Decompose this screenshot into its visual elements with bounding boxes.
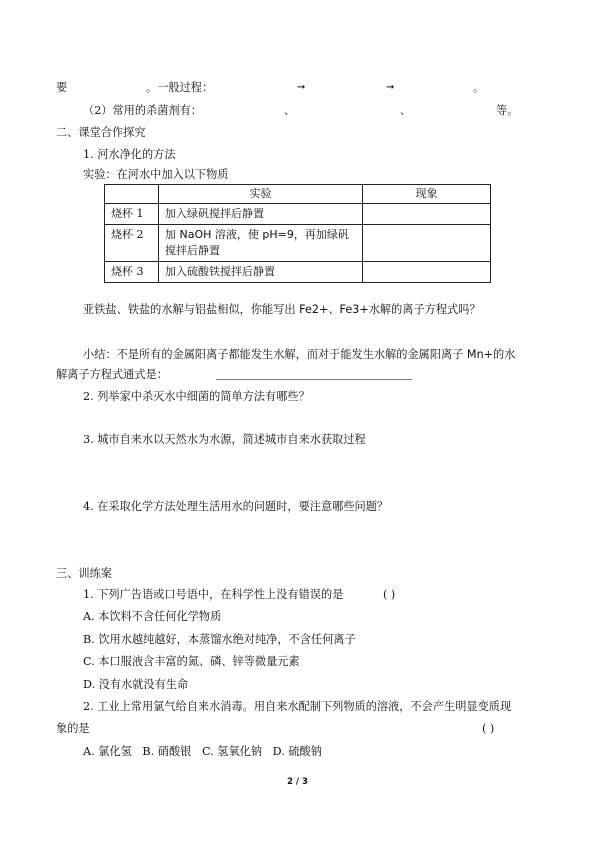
table-header-cell: 现象 [363, 185, 491, 204]
beaker-cell: 烧杯 1 [105, 204, 159, 225]
arrow-right-icon: ➞ [297, 82, 306, 93]
page-number: 2 / 3 [287, 777, 308, 787]
answer-blank-line [216, 379, 412, 380]
option-item: A. 本饮料不含任何化学物质 [83, 610, 222, 623]
separator-comma: 、 [284, 104, 296, 117]
answer-parenthesis: ( ) [482, 722, 495, 735]
experiment-cell: 加 NaOH 溶液，使 pH=9，再加绿矾搅拌后静置 [159, 225, 363, 262]
option-item: C. 本口服液含丰富的氮、磷、锌等微量元素 [83, 655, 300, 668]
option-item: A. 氯化氢 B. 硝酸银 C. 氢氧化钠 D. 硫酸钠 [83, 745, 322, 758]
question-item: 2. 工业上常用氯气给自来水消毒。用自来水配制下列物质的溶液，不会产生明显变质现 [83, 700, 512, 713]
question-item: 3. 城市自来水以天然水为水源，简述城市自来水获取过程 [83, 433, 366, 446]
beaker-cell: 烧杯 2 [105, 225, 159, 262]
experiment-table [104, 184, 491, 283]
option-item: D. 没有水就没有生命 [83, 678, 189, 691]
summary-text: 小结：不是所有的金属阳离子都能发生水解，而对于能发生水解的金属阳离子 Mn+的水 [83, 348, 516, 361]
question-item: 1. 河水净化的方法 [83, 148, 176, 161]
table-header-cell [105, 185, 159, 204]
question-item: 1. 下列广告语或口号语中，在科学性上没有错误的是 [83, 588, 344, 601]
general-process-label: 。一般过程： [146, 81, 214, 94]
line-end-period: 。 [473, 81, 485, 94]
section-heading: 三、训练案 [56, 567, 112, 580]
question-text: 亚铁盐、铁盐的水解与铝盐相似，你能写出 Fe2+、Fe3+水解的离子方程式吗？ [83, 303, 481, 316]
table-row [105, 204, 491, 225]
question-item: 2. 列举家中杀灭水中细菌的简单方法有哪些？ [83, 390, 310, 403]
question-item: 象的是 [56, 722, 90, 735]
summary-text: 解离子方程式通式是： [56, 368, 168, 381]
answer-parenthesis: ( ) [383, 588, 396, 601]
table-row [105, 225, 491, 262]
line-end-etc: 等。 [496, 104, 519, 117]
experiment-intro: 实验：在河水中加入以下物质 [83, 168, 229, 181]
phenomenon-cell [363, 262, 491, 283]
bactericide-label: （2）常用的杀菌剂有： [83, 104, 202, 117]
table-header-cell: 实验 [159, 185, 363, 204]
experiment-cell: 加入绿矾搅拌后静置 [159, 204, 363, 225]
table-header-row [105, 185, 491, 204]
phenomenon-cell [363, 225, 491, 262]
beaker-cell: 烧杯 3 [105, 262, 159, 283]
option-item: B. 饮用水越纯越好，本蒸馏水绝对纯净，不含任何离子 [83, 633, 356, 646]
experiment-cell: 加入硫酸铁搅拌后静置 [159, 262, 363, 283]
table-row [105, 262, 491, 283]
line-continuation-start: 要 [56, 81, 68, 94]
section-heading: 二、课堂合作探究 [56, 126, 146, 139]
arrow-right-icon: ➞ [386, 82, 395, 93]
phenomenon-cell [363, 204, 491, 225]
question-item: 4. 在采取化学方法处理生活用水的问题时，要注意哪些问题？ [83, 500, 389, 513]
separator-comma: 、 [400, 104, 412, 117]
